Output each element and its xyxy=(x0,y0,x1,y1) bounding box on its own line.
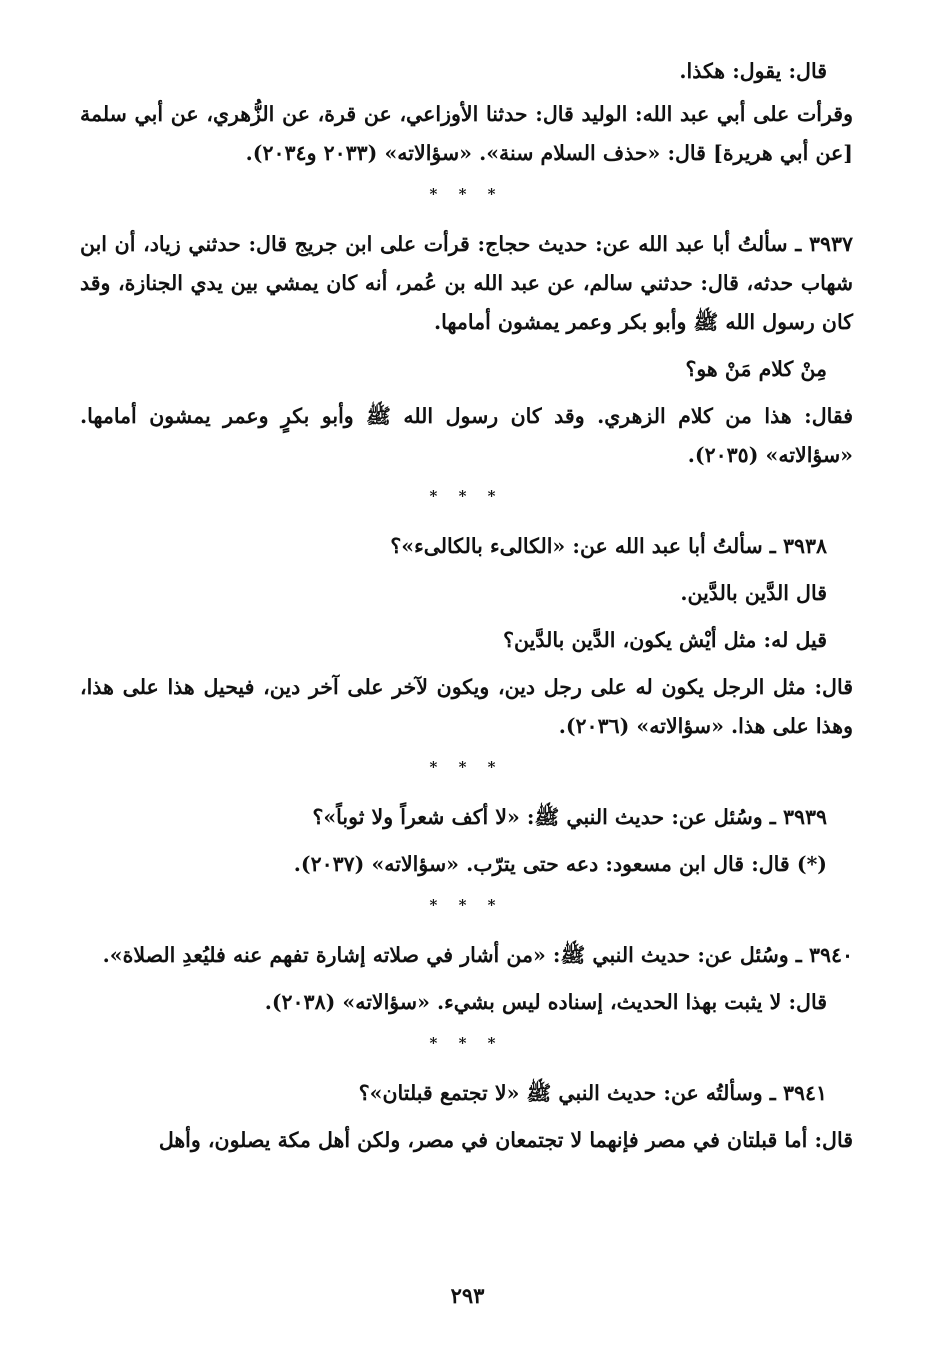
paragraph-3938: ٣٩٣٨ ـ سألتُ أبا عبد الله عن: «الكالىء بالكالىء»؟ xyxy=(390,534,827,558)
section-separator: * * * xyxy=(429,185,504,203)
paragraph-3941: ٣٩٤١ ـ وسألتُه عن: حديث النبي ﷺ «لا تجتمع قبلتان»؟ xyxy=(358,1081,827,1105)
paragraph-question: مِنْ كلام مَنْ هو؟ xyxy=(685,357,827,381)
paragraph-answer: قال: لا يثبت بهذا الحديث، إسناده ليس بشيء. «سؤالاته» (٢٠٣٨). xyxy=(264,990,827,1014)
paragraph-3940: ٣٩٤٠ ـ وسُئل عن: حديث النبي ﷺ: «من أشار في صلاته إشارة تفهم عنه فليُعدِ الصلاة». xyxy=(102,943,853,967)
paragraph-answer: فقال: هذا من كلام الزهري. وقد كان رسول الله ﷺ وأبو بكرٍ وعمر يمشون أمامها. «سؤالاته» (٢٠٣٥). xyxy=(80,404,853,467)
page-number: ٢٩٣ xyxy=(450,1283,485,1308)
paragraph-answer: قال الدَّين بالدَّين. xyxy=(680,581,827,605)
section-separator: * * * xyxy=(429,896,504,914)
paragraph-3937: ٣٩٣٧ ـ سألتُ أبا عبد الله عن: حديث حجاج: قرأت على ابن جريج قال: حدثني زياد، أن ابن شهاب حدثه، قال: حدثني سالم، عن عبد الله بن عُمر، أنه كان يمشي بين يدي الجنازة، وقد كان رسول الله ﷺ وأبو بكر وعمر يمشون أمامها. xyxy=(80,232,853,334)
paragraph-1: قال: يقول: هكذا. xyxy=(679,59,827,83)
document-page xyxy=(80,52,853,1168)
paragraph-question: قيل له: مثل أيْش يكون، الدَّين بالدَّين؟ xyxy=(503,628,827,652)
paragraph-3939: ٣٩٣٩ ـ وسُئل عن: حديث النبي ﷺ: «لا أكف شعراً ولا ثوباً»؟ xyxy=(312,805,827,829)
section-separator: * * * xyxy=(429,758,504,776)
section-separator: * * * xyxy=(429,1034,504,1052)
paragraph-2: وقرأت على أبي عبد الله: الوليد قال: حدثنا الأوزاعي، عن قرة، عن الزُّهري، عن أبي سلمة [عن أبي هريرة] قال: «حذف السلام سنة». «سؤالاته» (٢٠٣٣ و٢٠٣٤). xyxy=(80,102,853,165)
paragraph-answer: (*) قال: قال ابن مسعود: دعه حتى يترّب. «سؤالاته» (٢٠٣٧). xyxy=(293,852,827,876)
section-separator: * * * xyxy=(429,487,504,505)
paragraph-answer: قال: مثل الرجل يكون له على رجل دين، ويكون لآخر على آخر دين، فيحيل هذا على هذا، وهذا على هذا. «سؤالاته» (٢٠٣٦). xyxy=(80,675,853,738)
paragraph-answer: قال: أما قبلتان في مصر فإنهما لا تجتمعان في مصر، ولكن أهل مكة يصلون، وأهل xyxy=(158,1128,853,1152)
